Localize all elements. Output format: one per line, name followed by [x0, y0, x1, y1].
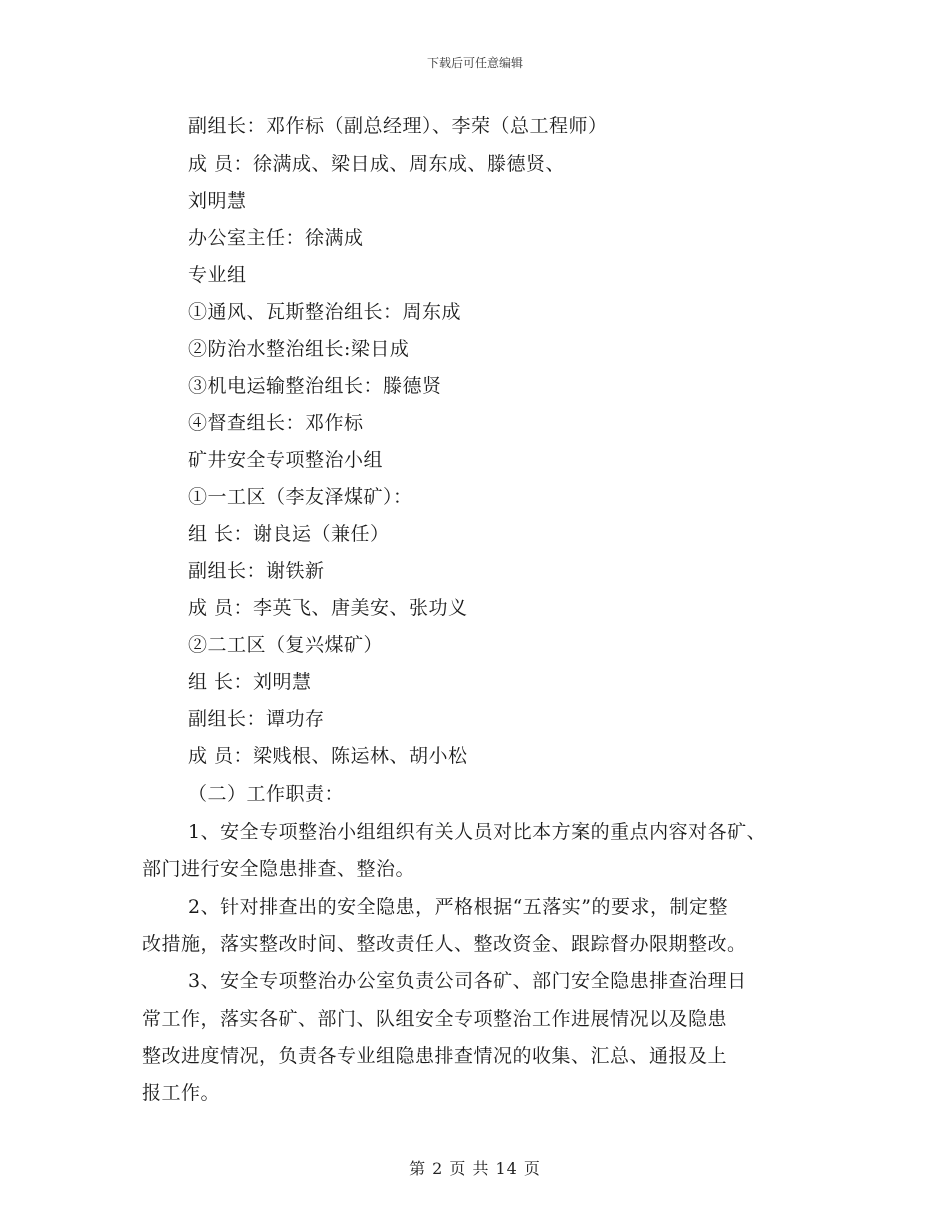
footer-suffix: 页: [523, 1159, 541, 1178]
paragraph-line: 整改进度情况，负责各专业组隐患排查情况的收集、汇总、通报及上: [142, 1045, 728, 1067]
text-line: 矿井安全专项整治小组: [188, 449, 384, 471]
paragraph-line: 3、安全专项整治办公室负责公司各矿、部门安全隐患排查治理日: [188, 970, 747, 992]
text-line: 副组长：邓作标（副总经理）、李荣（总工程师）: [188, 115, 608, 137]
paragraph-line: 2、针对排查出的安全隐患，严格根据“五落实”的要求，制定整: [188, 896, 729, 918]
text-line: ③机电运输整治组长：滕德贤: [188, 375, 442, 397]
page-total: 14: [495, 1159, 518, 1178]
page-header: 下载后可任意编辑: [426, 56, 523, 70]
footer-middle: 页 共: [449, 1159, 490, 1178]
text-line: 成 员：李英飞、唐美安、张功义: [188, 597, 468, 619]
text-line: ①通风、瓦斯整治组长：周东成: [188, 301, 462, 323]
section-heading: （二）工作职责：: [188, 783, 345, 805]
paragraph-line: 报工作。: [142, 1082, 221, 1104]
paragraph-line: 常工作，落实各矿、部门、队组安全专项整治工作进展情况以及隐患: [142, 1008, 728, 1030]
text-line: 组 长：谢良运（兼任）: [188, 523, 390, 545]
text-line: 成 员：梁贱根、陈运林、胡小松: [188, 745, 468, 767]
page-number: 2: [432, 1159, 444, 1178]
text-line: ④督查组长：邓作标: [188, 412, 364, 434]
text-line: 刘明慧: [188, 190, 247, 212]
text-line: 副组长：谢铁新: [188, 560, 325, 582]
paragraph-line: 1、安全专项整治小组组织有关人员对比本方案的重点内容对各矿、: [188, 821, 767, 843]
paragraph-line: 部门进行安全隐患排查、整治。: [142, 858, 416, 880]
footer-prefix: 第: [409, 1159, 427, 1178]
text-line: 专业组: [188, 264, 247, 286]
text-line: ②防治水整治组长:梁日成: [188, 338, 410, 360]
text-line: 组 长：刘明慧: [188, 671, 312, 693]
text-line: ①一工区（李友泽煤矿）：: [188, 486, 413, 508]
text-line: 办公室主任：徐满成: [188, 227, 364, 249]
text-line: 副组长：谭功存: [188, 708, 325, 730]
text-line: ②二工区（复兴煤矿）: [188, 634, 384, 656]
page-footer: [0, 1156, 950, 1179]
text-line: 成 员：徐满成、梁日成、周东成、滕德贤、: [188, 153, 566, 175]
paragraph-line: 改措施，落实整改时间、整改责任人、整改资金、跟踪督办限期整改。: [142, 933, 747, 955]
